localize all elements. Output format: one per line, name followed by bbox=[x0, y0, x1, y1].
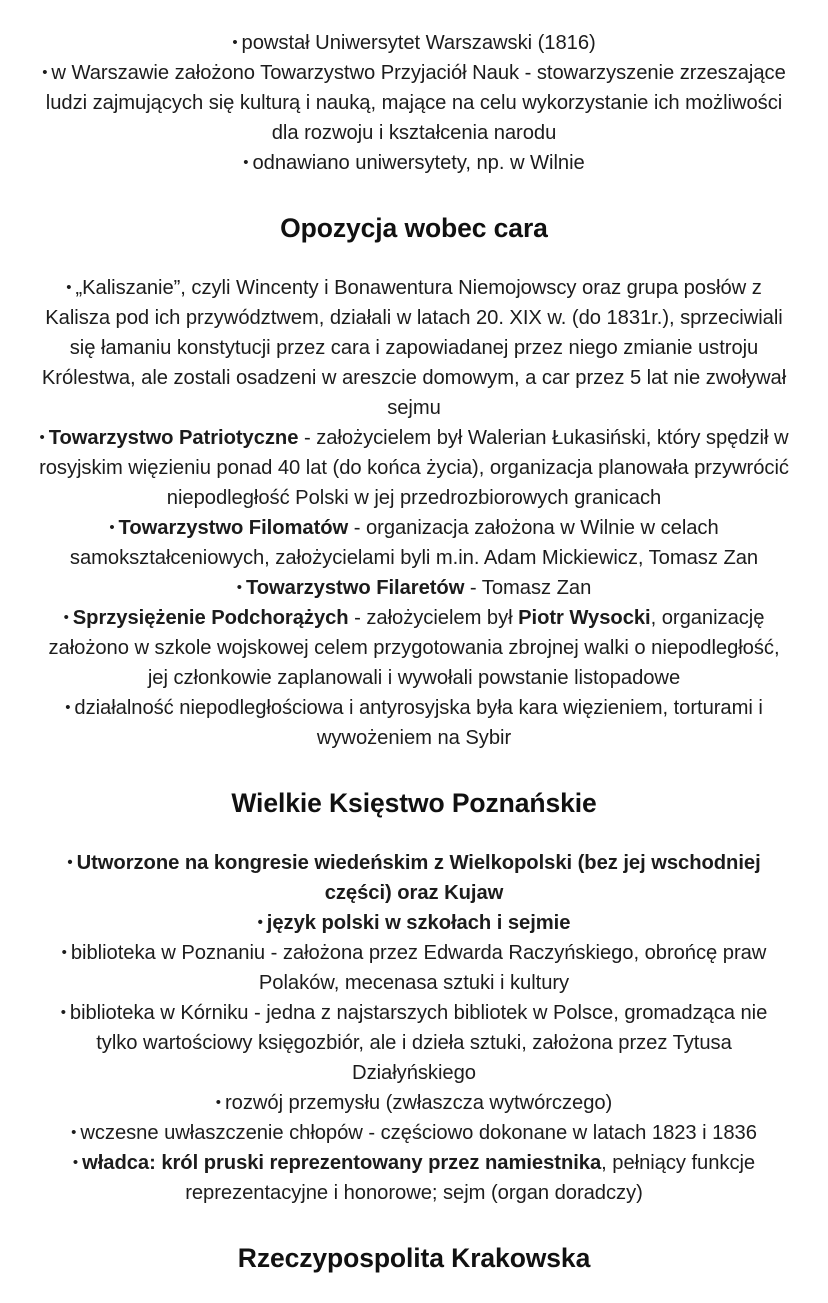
list-item bbox=[38, 1148, 790, 1208]
body-text: powstał Uniwersytet Warszawski (1816) bbox=[241, 32, 596, 54]
bullet-list bbox=[38, 28, 790, 178]
body-text: działalność niepodległościowa i antyrosyjska była kara więzieniem, torturami i wywożeniem na Sybir bbox=[74, 697, 763, 749]
body-text: - założycielem był Walerian Łukasiński, który spędził w rosyjskim więzieniu ponad 40 lat (do końca życia), organizacja planowała przywrócić niepodległość Polski w jej przedrozbiorowych granicach bbox=[39, 427, 789, 509]
body-text: - organizacja założona w Wilnie w celach samokształceniowych, założycielami byli m.in. Adam Mickiewicz, Tomasz Zan bbox=[69, 517, 759, 569]
list-item bbox=[38, 573, 790, 603]
body-text: odnawiano uniwersytety, np. w Wilnie bbox=[252, 152, 585, 174]
note-content bbox=[38, 28, 790, 1303]
bullet-dot-icon: • bbox=[72, 1154, 79, 1172]
bullet-dot-icon: • bbox=[66, 279, 72, 297]
body-text: , organizację założono w szkole wojskowej celem przygotowania zbrojnej walki o niepodległość, jej członkowie zaplanowali i wywołali powstanie listopadowe bbox=[48, 607, 780, 689]
bullet-list bbox=[38, 848, 790, 1208]
emphasis-text: Towarzystwo Filaretów bbox=[245, 577, 465, 599]
bullet-dot-icon: • bbox=[67, 854, 73, 872]
bullet-dot-icon: • bbox=[257, 914, 263, 932]
bullet-dot-icon: • bbox=[232, 34, 238, 52]
emphasis-text: Sprzysiężenie Podchorążych bbox=[72, 607, 349, 629]
bullet-dot-icon: • bbox=[215, 1094, 221, 1112]
list-item bbox=[38, 603, 790, 693]
section-spacer bbox=[38, 1208, 790, 1242]
bullet-dot-icon: • bbox=[63, 609, 69, 627]
body-text: biblioteka w Kórniku - jedna z najstarszych bibliotek w Polsce, gromadząca nie tylko wartościowy księgozbiór, ale i dzieła sztuki, założona przez Tytusa Działyńskiego bbox=[69, 1002, 768, 1084]
list-item bbox=[38, 513, 790, 573]
emphasis-text: władca: król pruski reprezentowany przez namiestnika bbox=[82, 1152, 602, 1174]
bullet-list bbox=[38, 273, 790, 753]
body-text: - Tomasz Zan bbox=[464, 577, 592, 599]
list-item bbox=[38, 273, 790, 423]
body-text: biblioteka w Poznaniu - założona przez Edwarda Raczyńskiego, obrońcę praw Polaków, mecenasa sztuki i kultury bbox=[70, 942, 767, 994]
bullet-dot-icon: • bbox=[109, 519, 115, 537]
bullet-dot-icon: • bbox=[61, 944, 67, 962]
list-item bbox=[38, 693, 790, 753]
bullet-dot-icon: • bbox=[65, 699, 71, 717]
body-text: wczesne uwłaszczenie chłopów - częściowo dokonane w latach 1823 i 1836 bbox=[80, 1122, 757, 1144]
list-item bbox=[38, 1088, 790, 1118]
section-spacer bbox=[38, 753, 790, 787]
list-item bbox=[38, 848, 790, 908]
emphasis-text: język polski w szkołach i sejmie bbox=[266, 912, 571, 934]
section-spacer bbox=[38, 178, 790, 212]
blocks-container bbox=[38, 28, 790, 1303]
section-heading: Opozycja wobec cara bbox=[280, 213, 548, 243]
emphasis-text: Piotr Wysocki bbox=[518, 607, 651, 629]
bullet-dot-icon: • bbox=[60, 1004, 66, 1022]
body-text: „Kaliszanie”, czyli Wincenty i Bonawentura Niemojowscy oraz grupa posłów z Kalisza pod ich przywództwem, działali w latach 20. XIX w. (do 1831r.), sprzeciwiali się łamaniu konstytucji przez cara i zapowiadanej przez niego zmianie ustroju Królestwa, ale zostali osadzeni w areszcie domowym, a car przez 5 lat nie zwoływał sejmu bbox=[41, 277, 787, 419]
emphasis-text: Towarzystwo Patriotyczne bbox=[48, 427, 299, 449]
body-text: - założycielem był bbox=[348, 607, 519, 629]
section-heading: Wielkie Księstwo Poznańskie bbox=[231, 788, 597, 818]
bullet-dot-icon: • bbox=[243, 154, 249, 172]
list-item bbox=[38, 938, 790, 998]
list-item bbox=[38, 423, 790, 513]
section-spacer bbox=[38, 1274, 790, 1303]
section-spacer bbox=[38, 244, 790, 273]
bullet-dot-icon: • bbox=[236, 579, 242, 597]
bullet-dot-icon: • bbox=[42, 64, 48, 82]
list-item bbox=[38, 28, 790, 58]
bullet-dot-icon: • bbox=[71, 1124, 77, 1142]
list-item bbox=[38, 1118, 790, 1148]
section-spacer bbox=[38, 819, 790, 848]
section-heading: Rzeczypospolita Krakowska bbox=[237, 1243, 591, 1273]
emphasis-text: Utworzone na kongresie wiedeńskim z Wielkopolski (bez jej wschodniej części) oraz Kujaw bbox=[76, 852, 761, 904]
body-text: , pełniący funkcje reprezentacyjne i honorowe; sejm (organ doradczy) bbox=[185, 1152, 756, 1204]
emphasis-text: Towarzystwo Filomatów bbox=[118, 517, 349, 539]
list-item bbox=[38, 908, 790, 938]
bullet-dot-icon: • bbox=[39, 429, 45, 447]
list-item bbox=[38, 998, 790, 1088]
list-item bbox=[38, 58, 790, 148]
body-text: rozwój przemysłu (zwłaszcza wytwórczego) bbox=[224, 1092, 613, 1114]
list-item bbox=[38, 148, 790, 178]
body-text: w Warszawie założono Towarzystwo Przyjaciół Nauk - stowarzyszenie zrzeszające ludzi zajmujących się kulturą i nauką, mające na celu wykorzystanie ich możliwości dla rozwoju i kształcenia narodu bbox=[45, 62, 786, 144]
